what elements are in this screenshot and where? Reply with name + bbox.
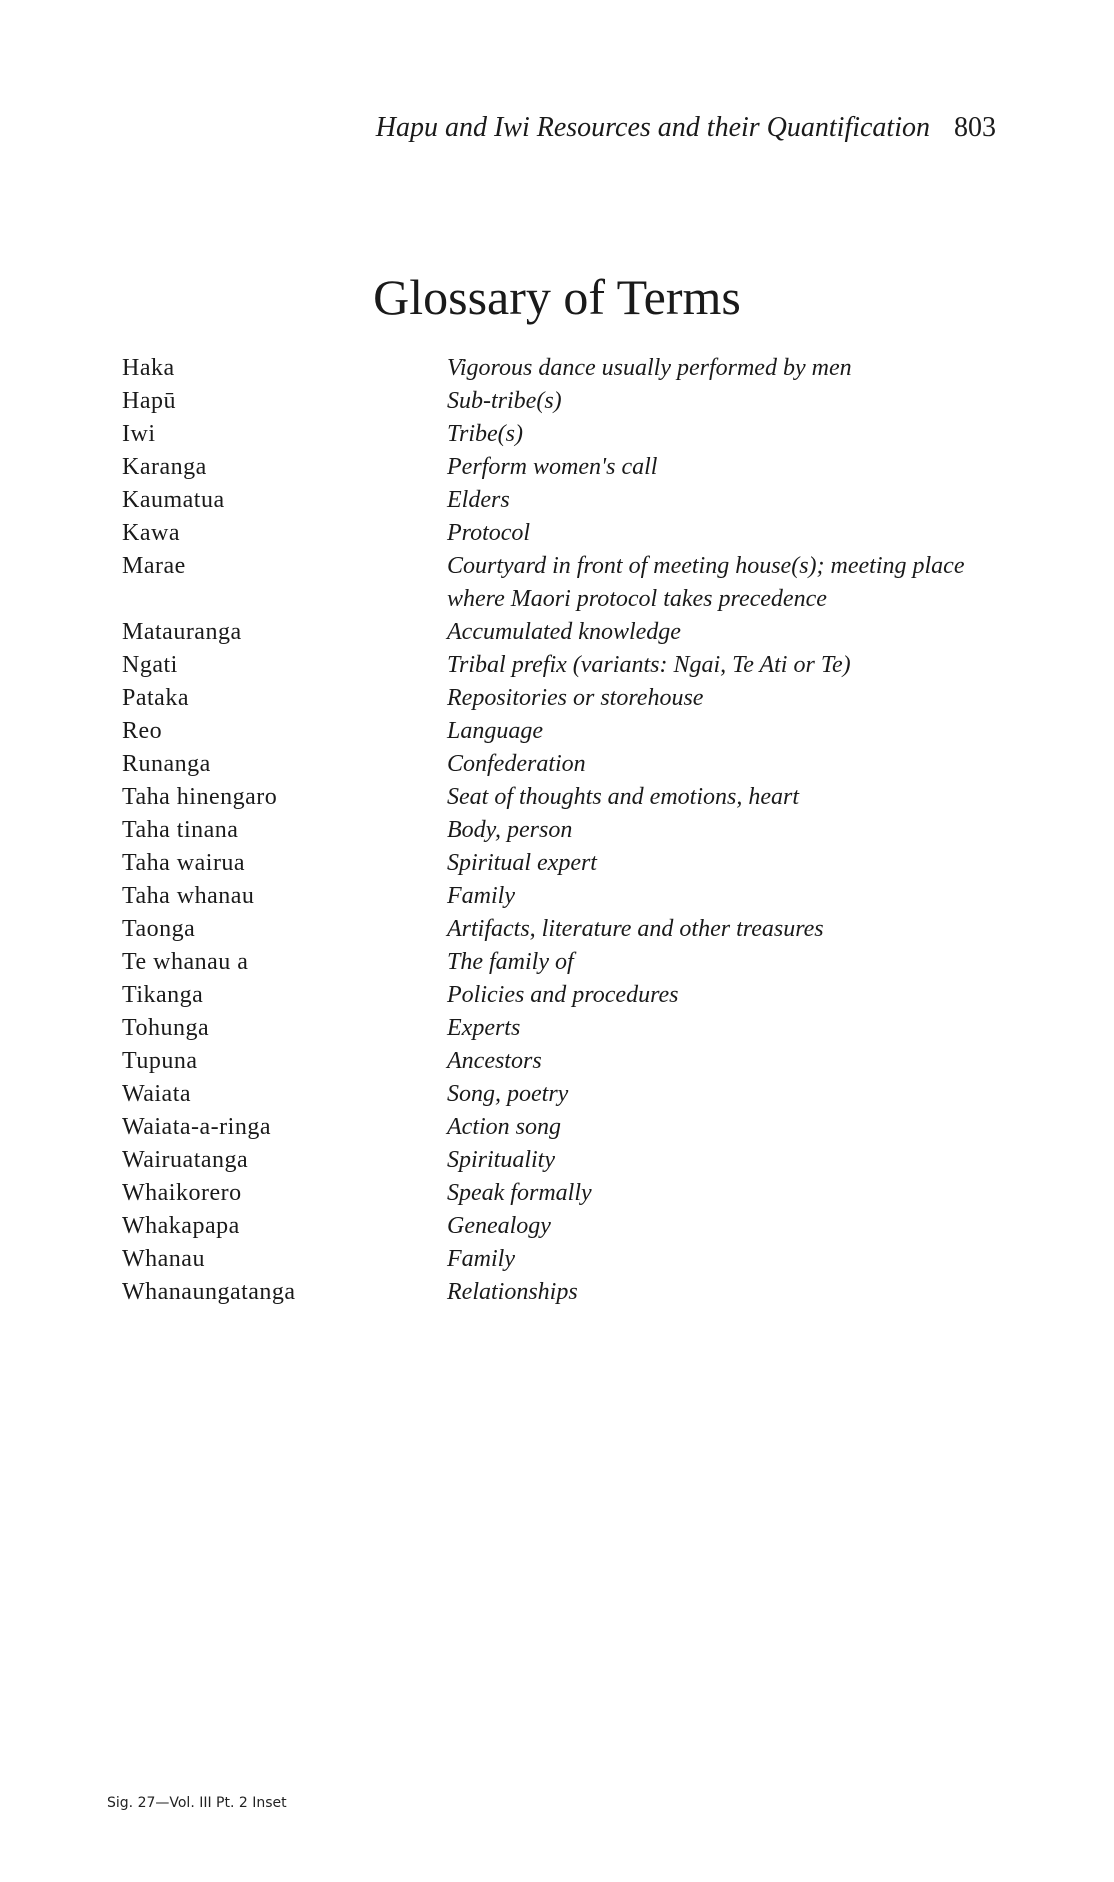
glossary-definition: Language [447,718,543,744]
glossary-definition: Family [447,883,515,909]
glossary-entry [122,484,996,517]
glossary-definition: Seat of thoughts and emotions, heart [447,784,799,810]
glossary-term: Reo [122,718,163,744]
glossary-term: Kawa [122,520,180,546]
glossary-entry [122,517,996,550]
glossary-term: Taha wairua [122,850,246,876]
glossary-entry [122,1210,996,1243]
glossary-term: Taha tinana [122,817,239,843]
glossary-entry [122,880,996,913]
glossary-definition: Ancestors [447,1048,542,1074]
glossary-term: Taha hinengaro [122,784,278,810]
glossary-term: Waiata-a-ringa [122,1114,271,1140]
glossary-entry [122,451,996,484]
glossary-definition: Action song [447,1114,561,1140]
glossary-entry [122,1078,996,1111]
glossary-definition: Song, poetry [447,1081,569,1107]
glossary-entry [122,385,996,418]
glossary-definition: Confederation [447,751,586,777]
glossary-entry [122,1012,996,1045]
glossary-term: Matauranga [122,619,242,645]
glossary-term: Waiata [122,1081,192,1107]
glossary-entry [122,781,996,814]
glossary-entry [122,715,996,748]
glossary-definition: Relationships [447,1279,578,1305]
glossary-entry [122,649,996,682]
glossary-entry [122,616,996,649]
glossary-definition: Spiritual expert [447,850,597,876]
glossary-definition: Artifacts, literature and other treasures [447,916,824,942]
glossary-term: Haka [122,355,175,381]
glossary-term: Pataka [122,685,189,711]
glossary-term: Iwi [122,421,156,447]
glossary-term: Taonga [122,916,196,942]
glossary-term: Tupuna [122,1048,198,1074]
glossary-entry [122,979,996,1012]
glossary-definition: Accumulated knowledge [447,619,681,645]
glossary-term: Tohunga [122,1015,210,1041]
glossary-definition: Experts [447,1015,521,1041]
glossary-entry [122,550,996,616]
glossary-entry [122,1276,996,1309]
glossary-definition: Protocol [447,520,531,546]
glossary-entry [122,1243,996,1276]
glossary-entry [122,1177,996,1210]
glossary-term: Whaikorero [122,1180,242,1206]
glossary-term: Karanga [122,454,207,480]
glossary-entry [122,418,996,451]
glossary-term: Marae [122,553,186,579]
glossary-term: Te whanau a [122,949,249,975]
glossary-term: Whanau [122,1246,205,1272]
glossary-term: Whakapapa [122,1213,240,1239]
glossary-term: Kaumatua [122,487,225,513]
glossary-term: Whanaungatanga [122,1279,296,1305]
glossary-entry [122,1144,996,1177]
glossary-list [122,352,996,1309]
glossary-definition: Vigorous dance usually performed by men [447,355,852,381]
running-head [376,112,996,144]
glossary-term: Tikanga [122,982,204,1008]
glossary-definition: Speak formally [447,1180,592,1206]
glossary-entry [122,946,996,979]
glossary-definition: Repositories or storehouse [447,685,704,711]
glossary-definition: The family of [447,949,574,975]
glossary-term: Runanga [122,751,211,777]
glossary-term: Wairuatanga [122,1147,249,1173]
glossary-definition: Courtyard in front of meeting house(s); meeting place where Maori protocol takes precedence [447,553,965,612]
glossary-definition: Policies and procedures [447,982,679,1008]
running-title: Hapu and Iwi Resources and their Quantification [375,112,930,143]
glossary-entry [122,913,996,946]
glossary-definition: Genealogy [447,1213,551,1239]
glossary-definition: Family [447,1246,515,1272]
page-number: 803 [954,112,996,143]
page-title: Glossary of Terms [373,269,741,325]
glossary-entry [122,847,996,880]
glossary-entry [122,814,996,847]
glossary-term: Ngati [122,652,178,678]
glossary-definition: Elders [447,487,510,513]
glossary-entry [122,1111,996,1144]
footer-signature: Sig. 27—Vol. III Pt. 2 Inset [107,1795,287,1811]
glossary-definition: Sub-tribe(s) [447,388,562,414]
glossary-definition: Perform women's call [447,454,658,480]
glossary-term: Taha whanau [122,883,255,909]
glossary-definition: Tribal prefix (variants: Ngai, Te Ati or Te) [447,652,851,678]
glossary-entry [122,748,996,781]
glossary-definition: Body, person [447,817,573,843]
glossary-entry [122,352,996,385]
glossary-definition: Tribe(s) [447,421,524,447]
glossary-entry [122,1045,996,1078]
glossary-term: Hapū [122,388,176,414]
glossary-entry [122,682,996,715]
glossary-definition: Spirituality [447,1147,555,1173]
